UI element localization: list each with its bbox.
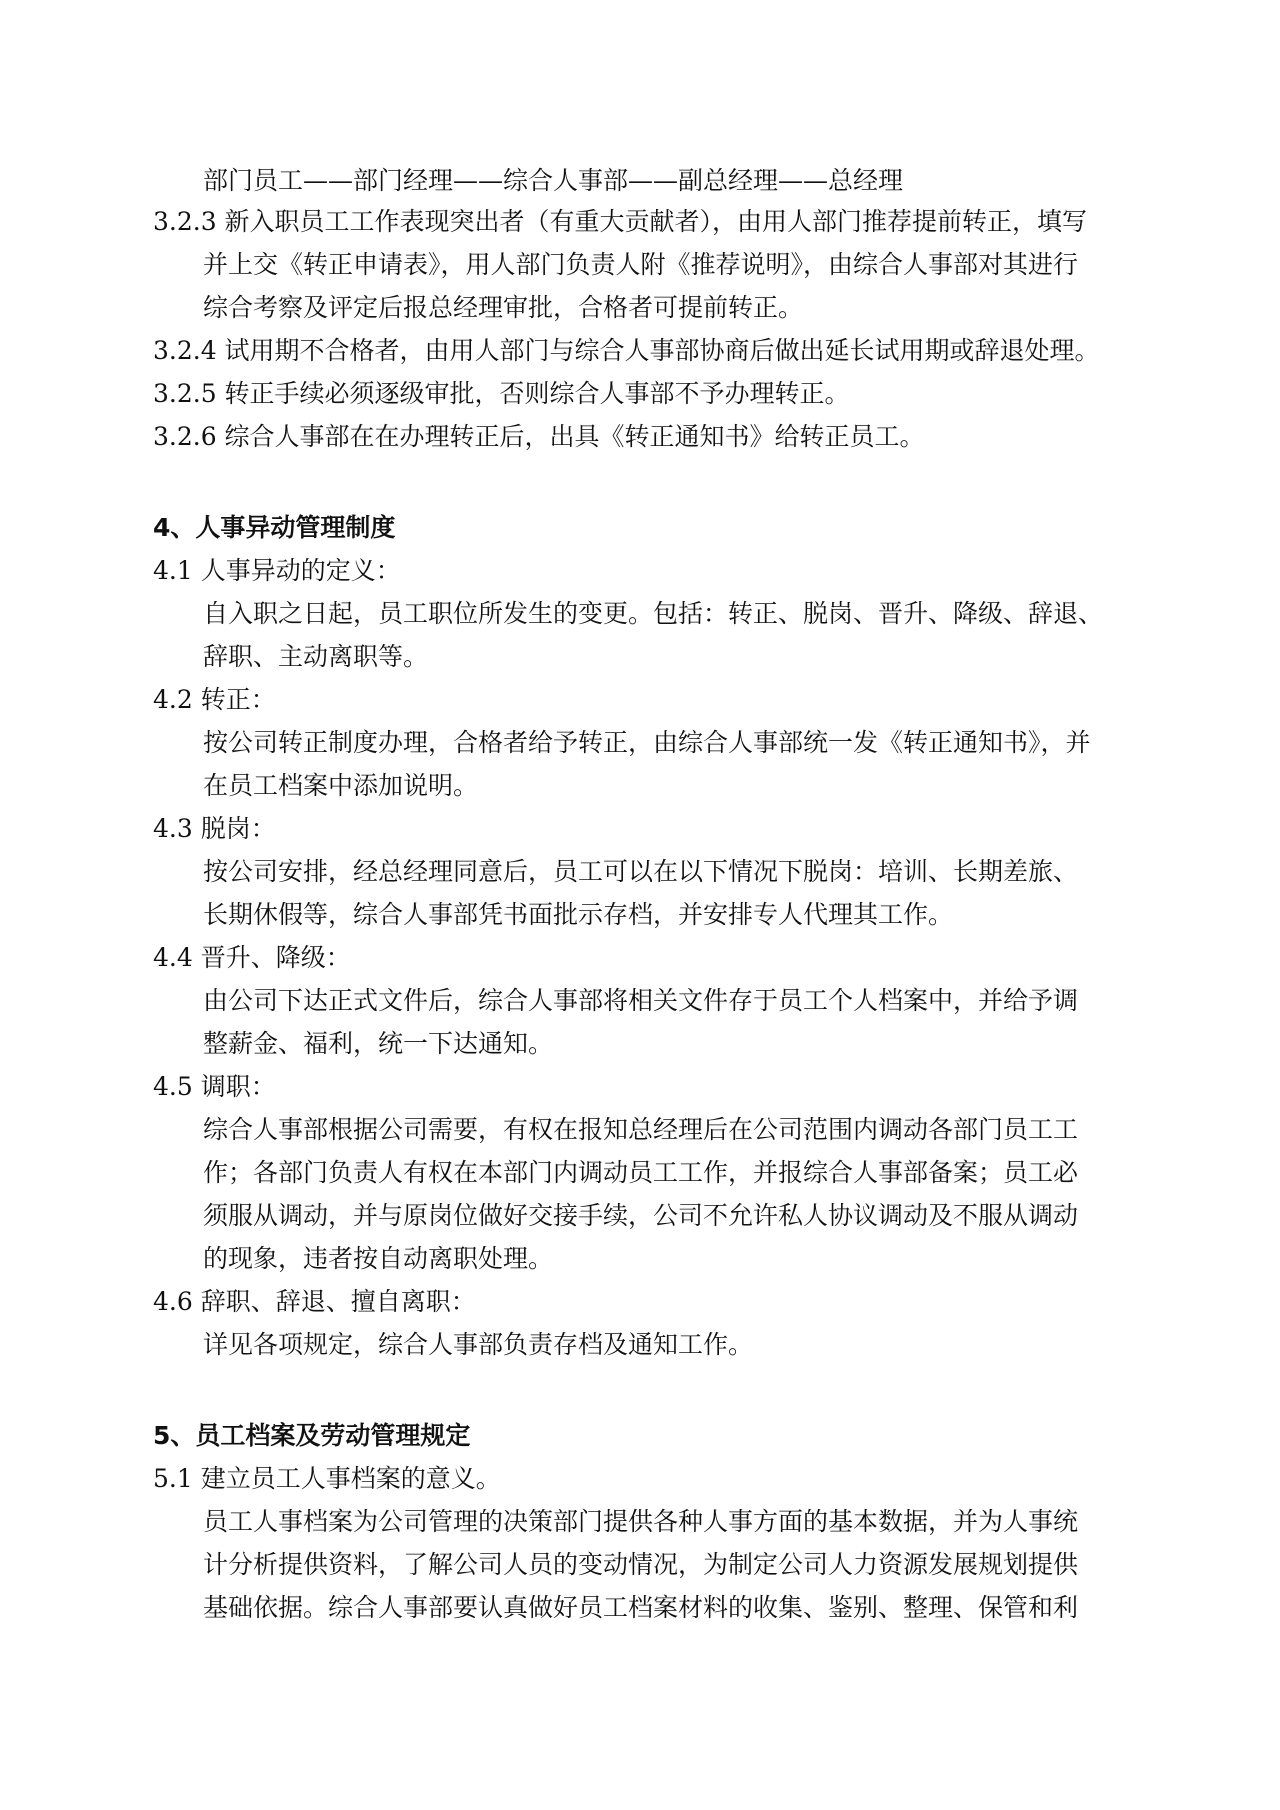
approval-chain-line: 部门员工——部门经理——综合人事部——副总经理——总经理 bbox=[203, 166, 904, 195]
clause-5-1-body-2: 计分析提供资料，了解公司人员的变动情况，为制定公司人力资源发展规划提供 bbox=[203, 1550, 1079, 1579]
clause-4-5: 4.5 调职： bbox=[153, 1072, 276, 1101]
clause-4-3: 4.3 脱岗： bbox=[153, 814, 276, 843]
clause-3-2-5: 3.2.5 转正手续必须逐级审批，否则综合人事部不予办理转正。 bbox=[153, 379, 850, 408]
clause-5-1: 5.1 建立员工人事档案的意义。 bbox=[153, 1464, 501, 1493]
clause-4-2: 4.2 转正： bbox=[153, 685, 276, 714]
clause-4-3-body-1: 按公司安排，经总经理同意后，员工可以在以下情况下脱岗：培训、长期差旅、 bbox=[203, 857, 1079, 886]
section-4-heading: 4、人事异动管理制度 bbox=[153, 513, 396, 542]
clause-4-5-body-3: 须服从调动，并与原岗位做好交接手续，公司不允许私人协议调动及不服从调动 bbox=[203, 1201, 1079, 1230]
clause-4-5-body-4: 的现象，违者按自动离职处理。 bbox=[203, 1244, 554, 1273]
clause-4-3-body-2: 长期休假等，综合人事部凭书面批示存档，并安排专人代理其工作。 bbox=[203, 900, 954, 929]
clause-3-2-3-cont-2: 综合考察及评定后报总经理审批，合格者可提前转正。 bbox=[203, 293, 804, 322]
clause-3-2-3-cont-1: 并上交《转正申请表》，用人部门负责人附《推荐说明》，由综合人事部对其进行 bbox=[203, 250, 1079, 279]
clause-5-1-body-3: 基础依据。综合人事部要认真做好员工档案材料的收集、鉴别、整理、保管和利 bbox=[203, 1593, 1079, 1622]
clause-4-6-body-1: 详见各项规定，综合人事部负责存档及通知工作。 bbox=[203, 1330, 754, 1359]
clause-4-4-body-1: 由公司下达正式文件后，综合人事部将相关文件存于员工个人档案中，并给予调 bbox=[203, 986, 1079, 1015]
clause-4-4: 4.4 晋升、降级： bbox=[153, 943, 351, 972]
clause-3-2-3: 3.2.3 新入职员工工作表现突出者（有重大贡献者），由用人部门推荐提前转正，填写 bbox=[153, 207, 1088, 236]
clause-4-4-body-2: 整薪金、福利，统一下达通知。 bbox=[203, 1029, 554, 1058]
clause-4-2-body-1: 按公司转正制度办理，合格者给予转正，由综合人事部统一发《转正通知书》，并 bbox=[203, 728, 1091, 757]
clause-4-1-body-2: 辞职、主动离职等。 bbox=[203, 642, 429, 671]
clause-3-2-6: 3.2.6 综合人事部在在办理转正后，出具《转正通知书》给转正员工。 bbox=[153, 422, 925, 451]
clause-4-1-body-1: 自入职之日起，员工职位所发生的变更。包括：转正、脱岗、晋升、降级、辞退、 bbox=[203, 599, 1104, 628]
clause-5-1-body-1: 员工人事档案为公司管理的决策部门提供各种人事方面的基本数据，并为人事统 bbox=[203, 1507, 1079, 1536]
clause-4-2-body-2: 在员工档案中添加说明。 bbox=[203, 771, 479, 800]
section-5-heading: 5、员工档案及劳动管理规定 bbox=[153, 1421, 471, 1450]
clause-4-5-body-1: 综合人事部根据公司需要，有权在报知总经理后在公司范围内调动各部门员工工 bbox=[203, 1115, 1079, 1144]
clause-4-5-body-2: 作；各部门负责人有权在本部门内调动员工工作，并报综合人事部备案；员工必 bbox=[203, 1158, 1079, 1187]
clause-3-2-4: 3.2.4 试用期不合格者，由用人部门与综合人事部协商后做出延长试用期或辞退处理。 bbox=[153, 336, 1100, 365]
clause-4-1: 4.1 人事异动的定义： bbox=[153, 556, 401, 585]
clause-4-6: 4.6 辞职、辞退、擅自离职： bbox=[153, 1287, 476, 1316]
